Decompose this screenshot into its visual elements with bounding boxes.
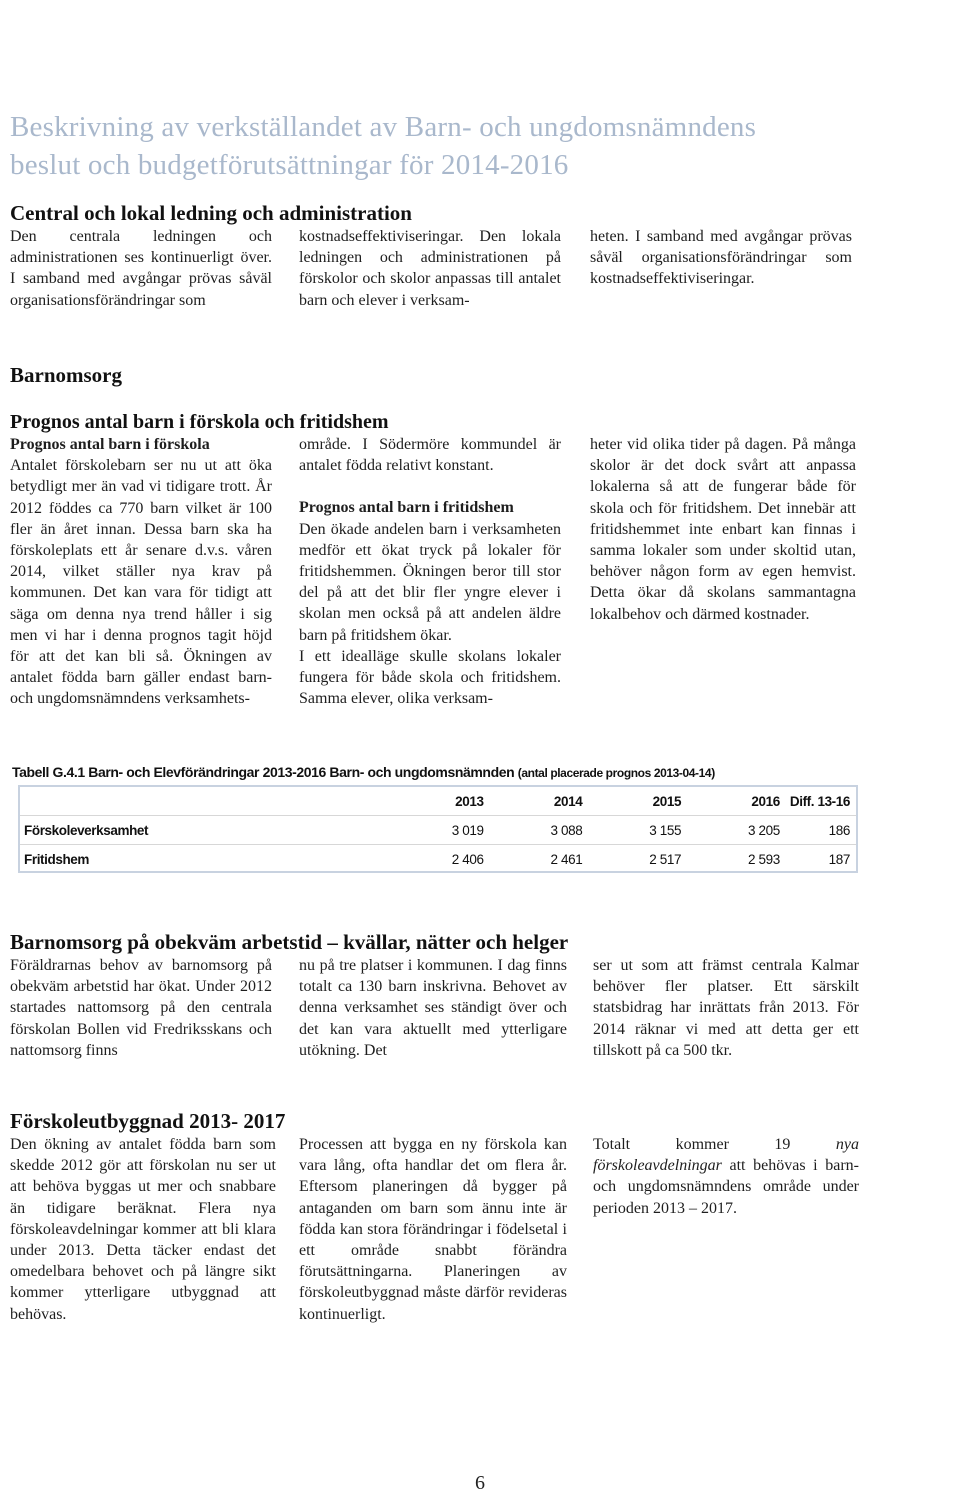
barnomsorg-column-3 — [590, 434, 856, 625]
idealage-text: I ett idealläge skulle skolans lokaler fungera för både skola och fritidshem. Samma elever, olika verksam- — [299, 647, 561, 708]
document-title-line-2: beslut och budgetförutsättningar för 2014-2016 — [10, 149, 569, 181]
table-header-cell: 2013 — [455, 793, 484, 809]
barn-elev-table — [20, 787, 856, 873]
obekvam-column-2 — [299, 955, 567, 1061]
central-text-2: kostnadseffektiviseringar. Den lokala ledningen och administrationen på förskolor och skolor anpassas till antalet barn och elever i verksam- — [299, 228, 561, 309]
prognos-forskola-heading: Prognos antal barn i förskola — [10, 436, 210, 453]
subsection-heading-prognos: Prognos antal barn i förskola och fritidshem — [10, 411, 389, 433]
prognos-fritidshem-heading: Prognos antal barn i fritidshem — [299, 499, 514, 517]
central-text-3: heten. I samband med avgångar prövas såväl organisationsförändringar som kostnadseffektiviseringar. — [590, 228, 852, 288]
obekvam-text-2: nu på tre platser i kommunen. I dag finns totalt ca 130 barn inskrivna. Behovet av denna verksamhet ses ständigt över och det kan vara aktuellt med ytterligare utökning. Det — [299, 957, 567, 1059]
prognos-forskola-text: Antalet förskolebarn ser nu ut att öka betydligt mer än vad vi tidigare trott. År 2012 föddes ca 770 barn vilket är 100 fler än året innan. Dessa barn ska ha förskoleplats ett år senare d.v.s. våren 2014, vilket ställer nya krav på kommunen. Det kan vara för tidigt att säga om denna nya trend håller i sig men vi har i denna prognos tagit höjd för att det kan bli så. Ökningen av antalet födda barn gäller endast barn- och ungdomsnämndens verksamhets- — [10, 457, 272, 708]
obekvam-text-3: ser ut som att främst centrala Kalmar behöver fler platser. Ett särskilt statsbidrag har inrättats från 2013. För 2014 räknar vi med att detta ger ett tillskott på ca 500 tkr. — [593, 957, 859, 1059]
utbyggnad-text-3-post: att behövas i barn- och ungdomsnämndens område under perioden 2013 – 2017. — [593, 1157, 859, 1217]
table-row — [20, 816, 856, 845]
utbyggnad-text-1: Den ökning av antalet födda barn som skedde 2012 gör att förskolan nu ser ut att behöva byggas ut mer och snabbare än tidigare beräknat. Flera nya förskoleavdelningar kommer att bli klara under 2013. Detta täcker endast det omedelbara behovet och på längre sikt kommer ytterligare utbyggnad att behövas. — [10, 1136, 276, 1323]
table-cell: 186 — [828, 822, 850, 838]
table-header-row — [20, 787, 856, 816]
table-caption-text: Tabell G.4.1 Barn- och Elevförändringar 2013-2016 Barn- och ungdomsnämnden — [12, 764, 515, 780]
obekvam-column-1 — [10, 955, 272, 1061]
table-cell: 3 088 — [550, 822, 583, 838]
section-heading-barnomsorg: Barnomsorg — [10, 363, 122, 387]
obekvam-column-3 — [593, 955, 859, 1061]
prognos-fritidshem-text: Den ökade andelen barn i verksamheten medför ett ökat tryck på lokaler för fritidshemmen. Ökningen beror till stor del på att det blir fler yngre elever i skolan men också på att andelen äldre barn på fritidshem ökar. — [299, 520, 561, 644]
table-cell: 3 155 — [649, 822, 682, 838]
table-header-cell: 2014 — [553, 793, 583, 809]
table-caption-note: (antal placerade prognos 2013-04-14) — [517, 766, 715, 780]
table-header-cell: 2015 — [652, 793, 682, 809]
table-cell: 3 205 — [748, 822, 780, 838]
utbyggnad-text-3-pre: Totalt kommer 19 — [593, 1136, 791, 1153]
verksamheter-text: heter vid olika tider på dagen. På många skolor är det dock svårt att anpassa lokalerna så att de fungerar både för skola och för fritidshem. Det innebär att fritidshemmet inte enbart kan finnas i samma lokaler som under skoltid utan, behöver någon form av egen hemvist. Detta ökar då skolans sammantagna lokalbehov och därmed kostnader. — [590, 436, 856, 623]
section-heading-obekvam: Barnomsorg på obekväm arbetstid – kvällar, nätter och helger — [10, 930, 569, 954]
obekvam-text-1: Föräldrarnas behov av barnomsorg på obekväm arbetstid har ökat. Under 2012 startades nattomsorg på den centrala förskolan Bollen vid Fredriksskans och nattomsorg finns — [10, 957, 272, 1059]
table-cell: 2 517 — [649, 851, 682, 867]
utbyggnad-text-2: Processen att bygga en ny förskola kan vara lång, ofta handlar det om flera år. Eftersom planeringen då bygger på antaganden om barn som ännu inte är födda kan stora förändringar i födelsetal i ett område snabbt förändra förutsättningarna. Planeringen av förskoleutbyggnad måste därför revideras kontinuerligt. — [299, 1136, 567, 1323]
table-cell: 3 019 — [451, 822, 484, 838]
table-row — [20, 845, 856, 874]
utbyggnad-column-2 — [299, 1134, 567, 1325]
table-header-label — [20, 787, 316, 816]
central-column-3 — [590, 226, 852, 290]
document-title — [10, 108, 910, 184]
table-cell: 2 406 — [451, 851, 484, 867]
section-heading-central: Central och lokal ledning och administration — [10, 201, 412, 225]
utbyggnad-column-3 — [593, 1134, 859, 1219]
central-column-1 — [10, 226, 272, 311]
barnomsorg-column-2 — [299, 434, 561, 709]
sodermore-text: område. I Södermöre kommundel är antalet födda relativt konstant. — [299, 436, 561, 475]
table-row-label: Fritidshem — [24, 851, 90, 867]
document-title-line-1: Beskrivning av verkställandet av Barn- och ungdomsnämndens — [10, 111, 757, 143]
table-caption — [12, 763, 952, 782]
central-text-1: Den centrala ledningen och administrationen ses kontinuerligt över. I samband med avgångar prövas såväl organisationsförändringar som — [10, 228, 272, 309]
table-header-cell: 2016 — [751, 793, 780, 809]
barnomsorg-column-1 — [10, 434, 272, 710]
central-column-2 — [299, 226, 561, 311]
table-cell: 2 461 — [550, 851, 583, 867]
utbyggnad-column-1 — [10, 1134, 276, 1325]
utbyggnad-text-3-emphasis: nya förskoleavdelningar — [593, 1136, 860, 1175]
utbyggnad-text-3 — [593, 1134, 859, 1219]
page-number: 6 — [475, 1472, 485, 1494]
table-header-cell: Diff. 13-16 — [789, 793, 850, 809]
section-heading-utbyggnad: Förskoleutbyggnad 2013- 2017 — [10, 1109, 286, 1133]
table-row-label: Förskoleverksamhet — [24, 822, 149, 838]
table-cell: 2 593 — [748, 851, 780, 867]
table-cell: 187 — [828, 851, 850, 867]
